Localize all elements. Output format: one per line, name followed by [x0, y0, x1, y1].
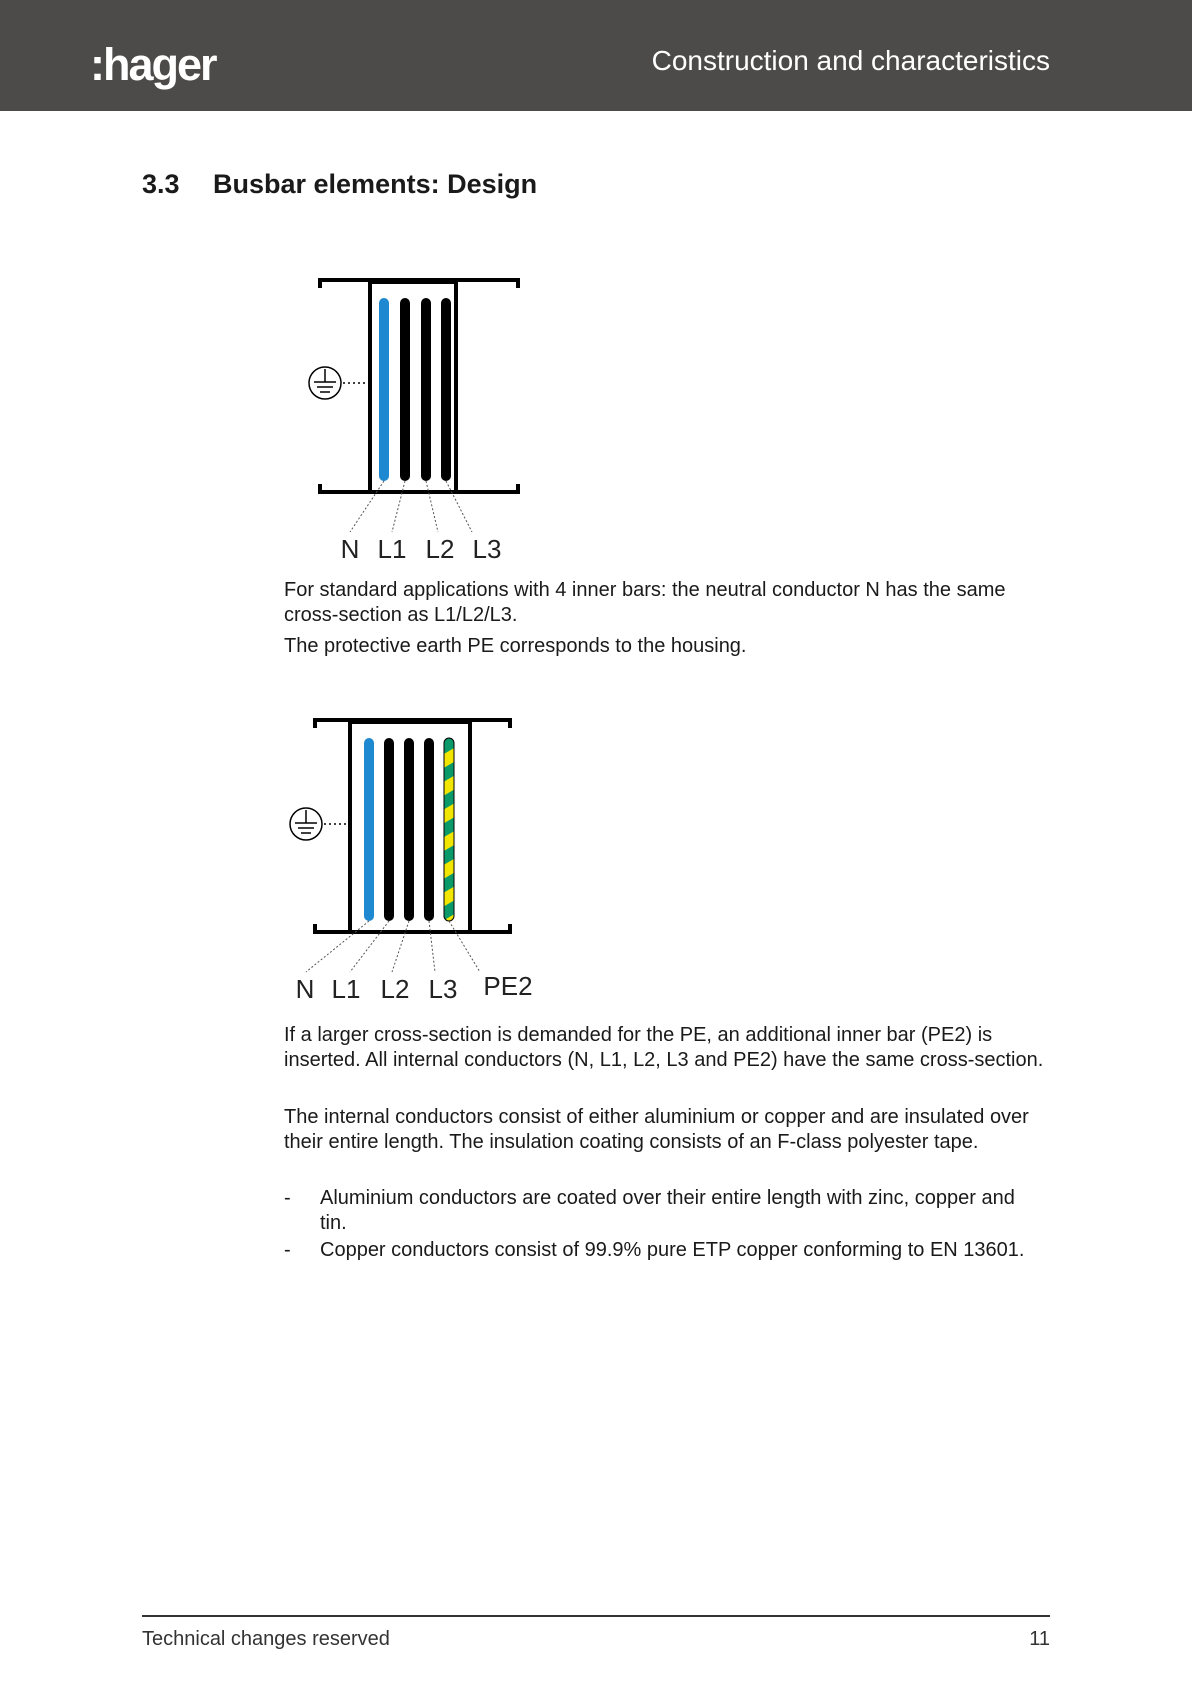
- bullet-marker: -: [284, 1187, 291, 1209]
- bullet-list: [284, 1186, 1044, 1265]
- conductor-label: L1: [377, 534, 407, 564]
- hager-logo: :hager: [90, 39, 216, 90]
- list-item: [284, 1186, 1044, 1236]
- conductor-label: L2: [425, 534, 455, 564]
- ground-symbol-icon: [290, 808, 346, 840]
- conductor-label: L1: [331, 974, 361, 1004]
- bullet-text: Copper conductors consist of 99.9% pure ETP copper conforming to EN 13601.: [320, 1239, 1025, 1261]
- phase-bar-l3: [424, 738, 434, 921]
- conductor-label: N: [295, 974, 315, 1004]
- phase-bar-l1: [400, 298, 410, 481]
- neutral-bar: [379, 298, 389, 481]
- section-title: Busbar elements: Design: [213, 169, 538, 199]
- paragraph: For standard applications with 4 inner bars: the neutral conductor N has the same cross-section as L1/L2/L3.: [284, 579, 1006, 626]
- page-number: 11: [1029, 1628, 1050, 1650]
- paragraph: The protective earth PE corresponds to the housing.: [284, 635, 747, 657]
- conductor-label: L2: [380, 974, 410, 1004]
- paragraph: The internal conductors consist of either aluminium or copper and are insulated over their entire length. The insulation coating consists of an F-class polyester tape.: [284, 1106, 1029, 1153]
- footer-divider: [142, 1615, 1050, 1617]
- ground-symbol-icon: [309, 367, 366, 399]
- busbar-diagram-4-bars: [300, 270, 540, 565]
- phase-bar-l2: [421, 298, 431, 481]
- section-number: 3.3: [142, 169, 180, 199]
- pe2-bar: [444, 738, 454, 921]
- conductor-label: N: [340, 534, 360, 564]
- header-title: Construction and characteristics: [651, 45, 1050, 76]
- leader-lines: [306, 921, 480, 972]
- conductor-label: PE2: [483, 971, 533, 1001]
- list-item: [284, 1238, 1044, 1263]
- phase-bar-l2: [404, 738, 414, 921]
- footer-note: Technical changes reserved: [142, 1628, 390, 1650]
- neutral-bar: [364, 738, 374, 921]
- phase-bar-l1: [384, 738, 394, 921]
- bullet-text: Aluminium conductors are coated over their entire length with zinc, copper and tin.: [320, 1187, 1015, 1234]
- busbar-diagram-5-bars: [280, 710, 550, 1010]
- bullet-marker: -: [284, 1239, 291, 1261]
- section-heading: [142, 171, 537, 198]
- page-header: [0, 0, 1192, 111]
- conductor-label: L3: [472, 534, 502, 564]
- busbar-housing: [320, 280, 518, 492]
- conductor-label: L3: [428, 974, 458, 1004]
- phase-bar-l3: [441, 298, 451, 481]
- paragraph: If a larger cross-section is demanded for the PE, an additional inner bar (PE2) is inserted. All internal conductors (N, L1, L2, L3 and PE2) have the same cross-section.: [284, 1024, 1044, 1071]
